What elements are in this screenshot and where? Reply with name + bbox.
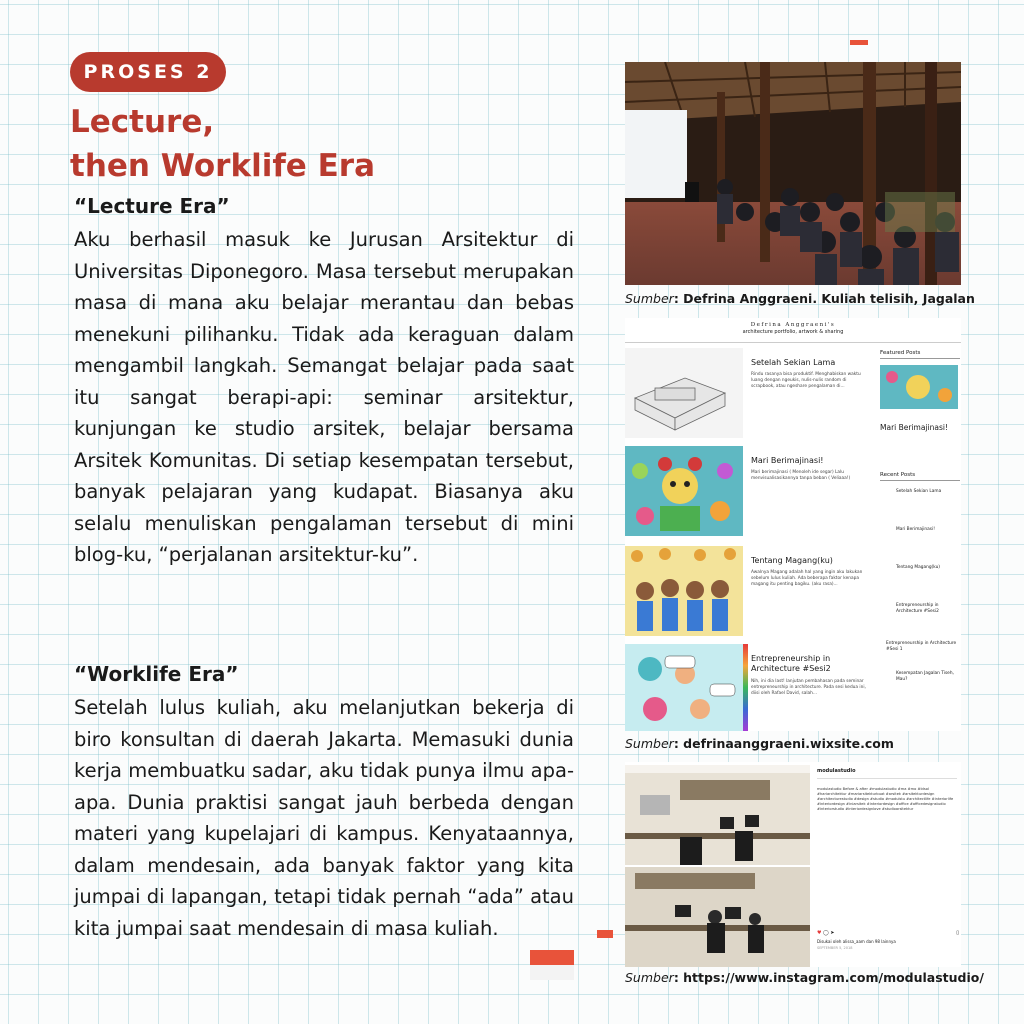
instagram-post-panel <box>817 768 957 812</box>
office-photo <box>625 765 810 967</box>
share-icon[interactable]: ➤ <box>830 930 835 936</box>
lecture-hall-image <box>625 62 961 285</box>
caption-text-2: : defrinaanggraeni.wixsite.com <box>673 736 894 751</box>
tape-decoration-bottom <box>530 950 574 980</box>
caption-prefix-2: Sumber <box>625 736 674 751</box>
blog-screenshot <box>625 318 961 731</box>
recent-post-2[interactable]: Mari Berimajinasi! <box>896 527 935 532</box>
worklife-era-heading: “Worklife Era” <box>74 662 239 686</box>
comment-icon[interactable]: ◯ <box>823 930 829 936</box>
instagram-actions <box>817 930 959 950</box>
blog-site-subtitle: architecture portfolio, artwork & sharing <box>742 329 844 335</box>
post-2-excerpt: Mari berimajinasi ( Menoleh ide segar) Lalu menvisualisasikannya tanpa beban ( Veliaaa!) <box>751 470 851 481</box>
post-3-excerpt: Awalnya Magang adalah hal yang ingin aku lakukan sebelum lulus kuliah. Ada beberapa faktor kenapa magang itu penting bagiku. (aku rasa)... <box>751 570 863 587</box>
page-title <box>70 100 470 188</box>
worklife-era-body: Setelah lulus kuliah, aku melanjutkan bekerja di biro konsultan di daerah Jakarta. Memasuki dunia kerja membuatku sadar, aku tidak punya ilmu apa-apa. Dunia praktisi sangat jauh berbeda dengan materi yang kupelajari di kampus. Kenyataannya, dalam mendesain, ada banyak faktor yang kita jumpai di lapangan, tetapi tidak pernah “ada” atau kita jumpai saat mendesain di masa kuliah. <box>74 696 574 940</box>
recent-post-4[interactable]: Entrepreneurship in Architecture #Sesi2 <box>896 603 939 614</box>
instagram-likes: Disukai oleh alissa_aam dan 98 lainnya <box>817 939 896 944</box>
caption-photo-2 <box>625 736 894 751</box>
post-4-title[interactable]: Entrepreneurship in Architecture #Sesi2 <box>751 654 831 673</box>
post-3-title[interactable]: Tentang Magang(ku) <box>751 556 833 565</box>
caption-text-1: : Defrina Anggraeni. Kuliah telisih, Jagalan <box>673 291 975 306</box>
blog-sidebar <box>880 350 960 691</box>
tape-decoration-middle <box>597 930 613 938</box>
post-thumbnail-sketch <box>625 348 743 438</box>
tape-decoration-top <box>850 40 868 45</box>
blog-site-title: Defrina Anggraeni's <box>750 322 836 328</box>
post-3[interactable] <box>751 556 871 588</box>
instagram-date: SEPTEMBER 5, 2018 <box>817 946 853 950</box>
recent-post-5[interactable]: Entrepreneurship in Architecture #Sesi 1 <box>886 641 957 652</box>
lecture-photo <box>625 62 961 285</box>
featured-post-title[interactable]: Mari Berimajinasi! <box>880 423 948 432</box>
instagram-caption: modulastudio Before & after #modulastudio #ma #mo #Idsol #hariarchitektur #mariarsitekturbuat #arsitek #arsitekturdesign #architecturestudio #design #studio #modulstu #architectlife #interiorlife #interiordesign #iniarsitek #interiordesign #office #officedesignstudio #interiorstudio #interiordesignlove #studioarsitektur <box>817 787 954 811</box>
post-thumbnail-imagination <box>625 446 743 536</box>
caption-photo-1 <box>625 291 975 306</box>
recent-post-6[interactable]: Kesempatan Jagalan Tiseh, Mau? <box>896 671 954 682</box>
post-1[interactable] <box>751 358 871 390</box>
recent-post-1[interactable]: Setelah Sekian Lama <box>896 489 942 494</box>
caption-prefix-3: Sumber <box>625 970 674 985</box>
bookmark-icon[interactable]: ▯ <box>956 930 959 936</box>
recent-post-3[interactable]: Tentang Magang(ku) <box>896 565 940 570</box>
heart-icon[interactable]: ♥ <box>817 930 822 936</box>
post-thumbnail-entrepreneurship <box>625 644 743 731</box>
caption-photo-3 <box>625 970 984 985</box>
post-2[interactable] <box>751 456 871 482</box>
caption-text-3: : https://www.instagram.com/modulastudio/ <box>673 970 984 985</box>
post-4[interactable] <box>751 654 871 697</box>
lecture-era-heading: “Lecture Era” <box>74 194 230 218</box>
recent-posts-heading: Recent Posts <box>880 472 960 481</box>
instagram-account[interactable]: modulastudio <box>817 768 957 779</box>
post-thumbnail-internship <box>625 546 743 636</box>
title-line-1: Lecture, <box>70 104 215 140</box>
instagram-screenshot <box>625 762 961 967</box>
title-line-2: then Worklife Era <box>70 148 376 184</box>
process-badge: PROSES 2 <box>70 52 226 92</box>
caption-prefix-1: Sumber <box>625 291 674 306</box>
post-2-title[interactable]: Mari Berimajinasi! <box>751 456 824 465</box>
post-1-title[interactable]: Setelah Sekian Lama <box>751 358 836 367</box>
post-1-excerpt: Rindu rasanya bisa produktif. Menghabiskan waktu luang dengan ngeukis, nulis-nulis random di scrapbook, atau ngeshare pengalaman di... <box>751 372 861 389</box>
post-4-excerpt: Nih, ini dia last! lanjutan pembahasan pada seminar entrepreneurship in architecture. Pada sesi kedua ini, diisi oleh Rafael David, salah... <box>751 679 866 696</box>
featured-posts-heading: Featured Posts <box>880 350 960 359</box>
lecture-era-body: Aku berhasil masuk ke Jurusan Arsitektur di Universitas Diponegoro. Masa tersebut merupakan masa di mana aku belajar merantau dan bebas menekuni pilihanku. Tidak ada keraguan dalam mengambil langkah. Semangat belajar pada saat itu sangat berapi-api: seminar arsitektur, kunjungan ke studio arsitek, belajar bersama Arsitek Komunitas. Di setiap kesempatan tersebut, banyak pelajaran yang kudapat. Biasanya aku selalu menuliskan pengalaman tersebut di mini blog-ku, “perjalanan arsitektur-ku”. <box>74 228 574 566</box>
featured-post-thumbnail[interactable] <box>880 365 958 409</box>
